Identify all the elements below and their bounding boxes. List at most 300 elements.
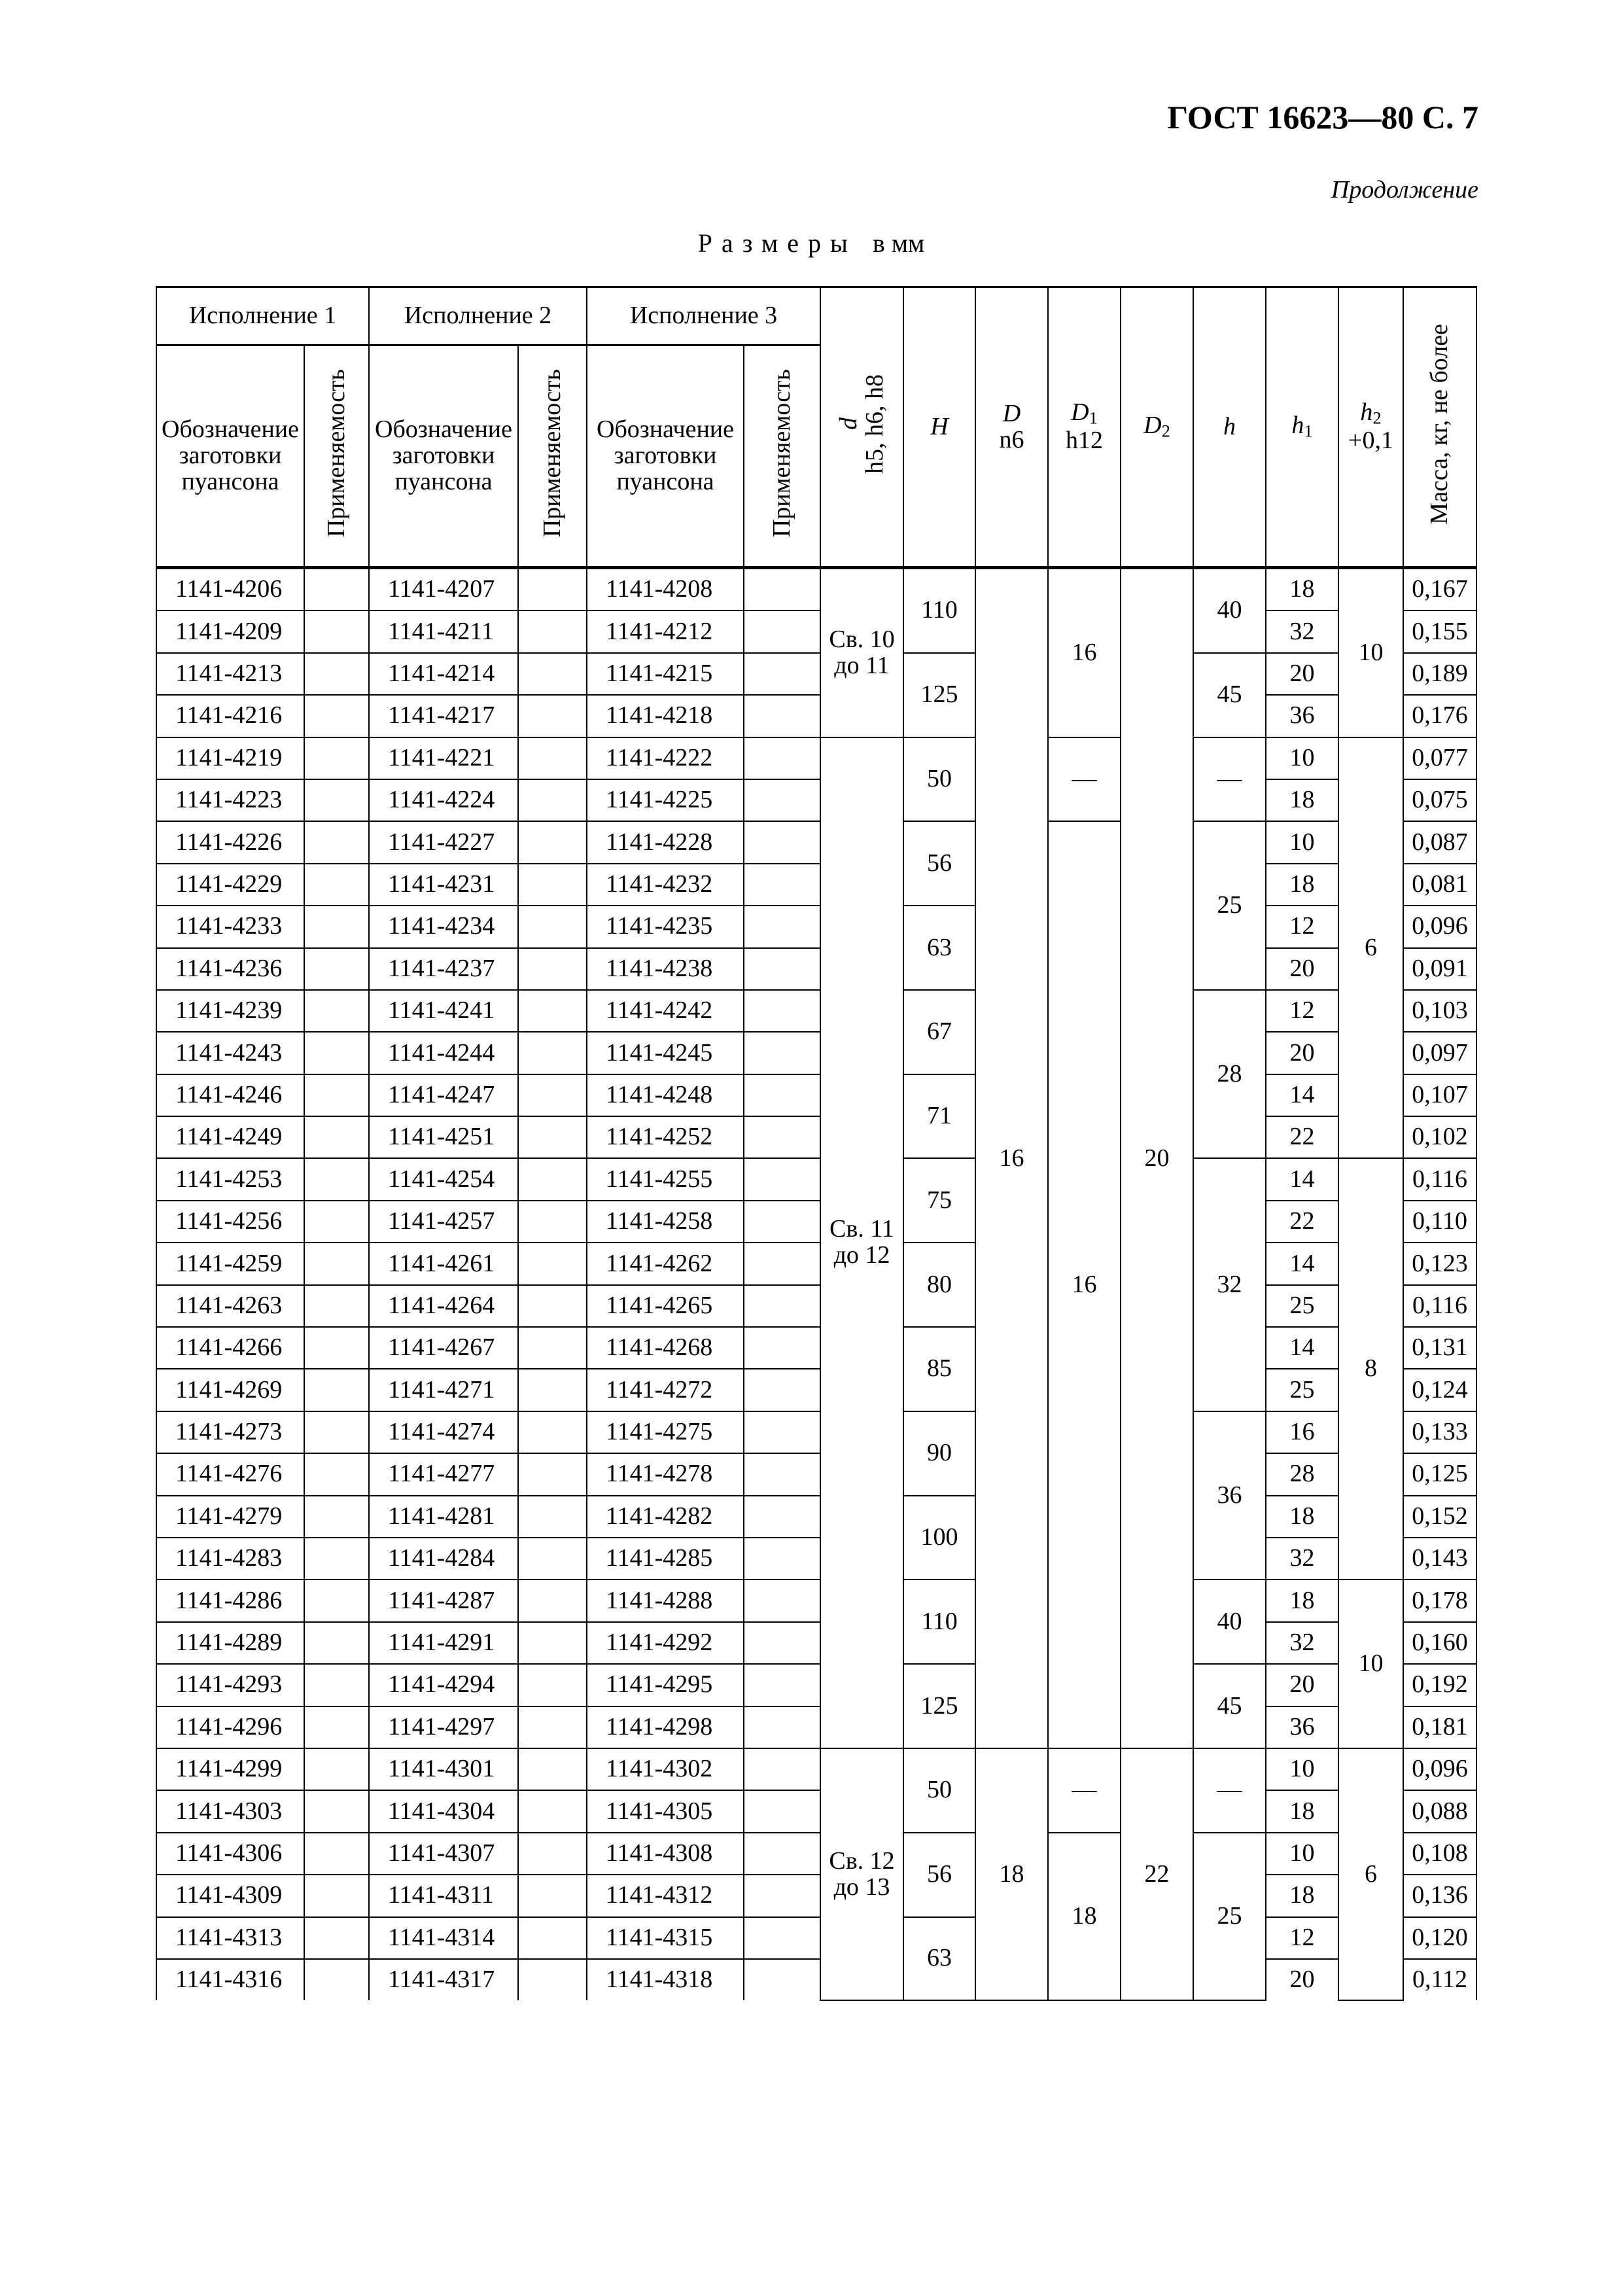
applicability-exec3 [744,1748,820,1790]
h1-value: 16 [1266,1411,1338,1453]
designation-exec3: 1141-4218 [587,695,744,737]
designation-exec2: 1141-4311 [369,1875,518,1916]
applicability-exec3 [744,1833,820,1875]
designation-exec2: 1141-4261 [369,1243,518,1284]
mass-value: 0,088 [1403,1790,1476,1832]
D1-value: 16 [1048,568,1121,737]
header-d [820,287,903,568]
mass-value: 0,160 [1403,1622,1476,1664]
mass-value: 0,091 [1403,948,1476,990]
designation-exec2: 1141-4257 [369,1201,518,1243]
applicability-exec2 [518,568,587,611]
table-body [156,568,1476,2001]
designation-exec1: 1141-4236 [156,948,304,990]
applicability-exec2 [518,1369,587,1411]
designation-exec2: 1141-4267 [369,1327,518,1369]
applicability-exec3 [744,864,820,906]
designation-exec1: 1141-4226 [156,821,304,863]
header-H [903,287,975,568]
designation-exec3: 1141-4282 [587,1496,744,1538]
table-row [156,1453,1476,1495]
designation-exec2: 1141-4224 [369,779,518,821]
designation-exec1: 1141-4303 [156,1790,304,1832]
designation-exec2: 1141-4231 [369,864,518,906]
designation-exec3: 1141-4292 [587,1622,744,1664]
mass-value: 0,136 [1403,1875,1476,1916]
applicability-exec2 [518,1622,587,1664]
h1-value: 18 [1266,1496,1338,1538]
table-row [156,1706,1476,1748]
applicability-exec1 [304,1201,369,1243]
applicability-exec1 [304,695,369,737]
mass-value: 0,155 [1403,610,1476,652]
table-row [156,1243,1476,1284]
mass-value: 0,133 [1403,1411,1476,1453]
applicability-exec2 [518,1243,587,1284]
designation-exec2: 1141-4217 [369,695,518,737]
h1-value: 36 [1266,695,1338,737]
h1-value: 25 [1266,1369,1338,1411]
table-caption [393,228,1230,258]
table-row [156,1748,1476,1790]
applicability-exec1 [304,1833,369,1875]
h1-value: 18 [1266,1790,1338,1832]
designation-exec2: 1141-4244 [369,1032,518,1074]
mass-value: 0,081 [1403,864,1476,906]
applicability-exec3 [744,821,820,863]
applicability-exec3 [744,1959,820,2000]
h1-value: 18 [1266,1875,1338,1916]
header-h [1193,287,1266,568]
applicability-exec1 [304,1664,369,1706]
table-row [156,1411,1476,1453]
designation-exec2: 1141-4227 [369,821,518,863]
designation-exec3: 1141-4222 [587,737,744,779]
header-D1 [1048,287,1121,568]
applicability-exec3 [744,1116,820,1158]
mass-value: 0,097 [1403,1032,1476,1074]
H-value: 90 [903,1411,975,1496]
applicability-exec1 [304,1285,369,1327]
designation-exec1: 1141-4316 [156,1959,304,2000]
mass-value: 0,087 [1403,821,1476,863]
h1-value: 32 [1266,1538,1338,1580]
D1-value: 16 [1048,821,1121,1748]
applicability-exec1 [304,906,369,947]
designation-exec2: 1141-4251 [369,1116,518,1158]
d-range: Св. 11 до 12 [820,737,903,1748]
header-designation-1: Обозначение заготовки пуансона [156,345,304,568]
designation-exec3: 1141-4238 [587,948,744,990]
designation-exec3: 1141-4302 [587,1748,744,1790]
applicability-exec2 [518,737,587,779]
h1-value: 14 [1266,1074,1338,1116]
applicability-exec1 [304,1158,369,1200]
designation-exec3: 1141-4312 [587,1875,744,1916]
mass-value: 0,107 [1403,1074,1476,1116]
applicability-exec3 [744,1074,820,1116]
designation-exec2: 1141-4281 [369,1496,518,1538]
mass-value: 0,181 [1403,1706,1476,1748]
designation-exec2: 1141-4294 [369,1664,518,1706]
designation-exec2: 1141-4284 [369,1538,518,1580]
h1-value: 12 [1266,1917,1338,1959]
mass-value: 0,120 [1403,1917,1476,1959]
designation-exec1: 1141-4249 [156,1116,304,1158]
designation-exec2: 1141-4247 [369,1074,518,1116]
designation-exec2: 1141-4264 [369,1285,518,1327]
designation-exec1: 1141-4259 [156,1243,304,1284]
table-row [156,1116,1476,1158]
h2-value: 10 [1338,1580,1403,1748]
designation-exec3: 1141-4215 [587,653,744,695]
designation-exec1: 1141-4299 [156,1748,304,1790]
table-row [156,1790,1476,1832]
designation-exec3: 1141-4308 [587,1833,744,1875]
designation-exec1: 1141-4243 [156,1032,304,1074]
table-row [156,1664,1476,1706]
designation-exec1: 1141-4219 [156,737,304,779]
applicability-exec2 [518,1580,587,1621]
h1-value: 22 [1266,1201,1338,1243]
D-symbol: D [1002,399,1021,427]
h-value: 32 [1193,1158,1266,1411]
D2-symbol: D [1143,412,1162,440]
applicability-exec3 [744,1706,820,1748]
table-row [156,1032,1476,1074]
designation-exec3: 1141-4225 [587,779,744,821]
mass-value: 0,125 [1403,1453,1476,1495]
designation-exec2: 1141-4234 [369,906,518,947]
H-value: 80 [903,1243,975,1327]
H-value: 67 [903,990,975,1074]
applicability-exec2 [518,1285,587,1327]
table-row [156,610,1476,652]
h-symbol: h [1223,412,1236,440]
applicability-exec3 [744,1664,820,1706]
h1-value: 14 [1266,1327,1338,1369]
designation-exec2: 1141-4314 [369,1917,518,1959]
header-h1 [1266,287,1338,568]
designation-exec2: 1141-4317 [369,1959,518,2000]
header-designation-2: Обозначение заготовки пуансона [369,345,518,568]
h-value: — [1193,737,1266,822]
h1-value: 12 [1266,906,1338,947]
designation-exec2: 1141-4254 [369,1158,518,1200]
designation-exec3: 1141-4305 [587,1790,744,1832]
h-value: 36 [1193,1411,1266,1580]
D1-value: — [1048,1748,1121,1833]
h1-value: 18 [1266,779,1338,821]
h1-value: 10 [1266,737,1338,779]
applicability-exec2 [518,1706,587,1748]
designation-exec1: 1141-4229 [156,864,304,906]
h1-value: 12 [1266,990,1338,1032]
designation-exec2: 1141-4287 [369,1580,518,1621]
table-row [156,695,1476,737]
applicability-exec3 [744,695,820,737]
h2-sub: 2 [1372,408,1382,428]
applicability-exec2 [518,1496,587,1538]
table-row [156,1580,1476,1621]
designation-exec1: 1141-4266 [156,1327,304,1369]
D2-value: 20 [1121,568,1193,1748]
applicability-label-2: Применяемость [538,368,566,538]
h-value: 25 [1193,1833,1266,2001]
designation-exec1: 1141-4233 [156,906,304,947]
designation-exec2: 1141-4277 [369,1453,518,1495]
applicability-exec2 [518,1875,587,1916]
designation-exec3: 1141-4252 [587,1116,744,1158]
applicability-exec3 [744,1580,820,1621]
table-row [156,653,1476,695]
table-row [156,1833,1476,1875]
designation-exec3: 1141-4318 [587,1959,744,2000]
mass-value: 0,116 [1403,1285,1476,1327]
table-row [156,1538,1476,1580]
caption-text: Размеры [697,228,857,258]
mass-value: 0,189 [1403,653,1476,695]
applicability-exec2 [518,1158,587,1200]
H-value: 50 [903,737,975,822]
mass-value: 0,143 [1403,1538,1476,1580]
H-value: 125 [903,653,975,737]
D2-value: 22 [1121,1748,1193,2000]
applicability-exec1 [304,1580,369,1621]
applicability-exec2 [518,1790,587,1832]
d-range: Св. 10 до 11 [820,568,903,737]
designation-exec1: 1141-4279 [156,1496,304,1538]
h1-value: 22 [1266,1116,1338,1158]
designation-exec3: 1141-4255 [587,1158,744,1200]
h1-value: 14 [1266,1243,1338,1284]
header-D [975,287,1048,568]
h1-value: 18 [1266,1580,1338,1621]
table-row [156,1074,1476,1116]
table-row [156,906,1476,947]
applicability-exec2 [518,1453,587,1495]
designation-exec2: 1141-4291 [369,1622,518,1664]
applicability-exec1 [304,1496,369,1538]
designation-exec3: 1141-4315 [587,1917,744,1959]
h1-value: 20 [1266,948,1338,990]
applicability-exec2 [518,1201,587,1243]
designation-exec1: 1141-4289 [156,1622,304,1664]
h-value: 40 [1193,1580,1266,1664]
h2-value: 8 [1338,1158,1403,1580]
table-row [156,990,1476,1032]
table-row [156,568,1476,611]
applicability-label-3: Применяемость [767,368,795,538]
h1-value: 20 [1266,1664,1338,1706]
H-value: 110 [903,1580,975,1664]
applicability-exec3 [744,1496,820,1538]
D1-symbol: D [1071,398,1089,427]
h-value: 40 [1193,568,1266,653]
h1-value: 36 [1266,1706,1338,1748]
applicability-exec3 [744,1032,820,1074]
header-D2 [1121,287,1193,568]
table-row [156,1875,1476,1916]
h-value: 28 [1193,990,1266,1159]
designation-exec3: 1141-4272 [587,1369,744,1411]
applicability-exec1 [304,779,369,821]
applicability-exec1 [304,1243,369,1284]
H-value: 85 [903,1327,975,1411]
h1-value: 20 [1266,653,1338,695]
mass-value: 0,176 [1403,695,1476,737]
mass-value: 0,096 [1403,906,1476,947]
applicability-exec1 [304,1369,369,1411]
designation-exec3: 1141-4248 [587,1074,744,1116]
designation-exec1: 1141-4286 [156,1580,304,1621]
applicability-exec2 [518,1664,587,1706]
table-row [156,864,1476,906]
table-row [156,1496,1476,1538]
H-value: 71 [903,1074,975,1159]
applicability-exec2 [518,864,587,906]
table-row [156,821,1476,863]
designation-exec2: 1141-4271 [369,1369,518,1411]
designation-exec2: 1141-4307 [369,1833,518,1875]
designation-exec3: 1141-4275 [587,1411,744,1453]
designation-exec2: 1141-4274 [369,1411,518,1453]
designation-exec3: 1141-4245 [587,1032,744,1074]
applicability-exec1 [304,1453,369,1495]
h1-symbol: h [1291,412,1304,440]
designation-exec1: 1141-4269 [156,1369,304,1411]
designation-exec2: 1141-4301 [369,1748,518,1790]
applicability-exec3 [744,1411,820,1453]
page-header-title: ГОСТ 16623—80 С. 7 [1167,99,1478,135]
designation-exec1: 1141-4246 [156,1074,304,1116]
applicability-exec1 [304,1959,369,2000]
H-value: 56 [903,1833,975,1917]
applicability-exec1 [304,1622,369,1664]
header-h2 [1338,287,1403,568]
H-value: 110 [903,568,975,653]
applicability-exec3 [744,737,820,779]
applicability-exec1 [304,1790,369,1832]
d-symbol: d [834,417,862,431]
applicability-exec3 [744,1875,820,1916]
applicability-exec1 [304,737,369,779]
designation-exec2: 1141-4304 [369,1790,518,1832]
applicability-exec3 [744,1917,820,1959]
table-row [156,737,1476,779]
applicability-exec1 [304,610,369,652]
designation-exec3: 1141-4298 [587,1706,744,1748]
table-row [156,1917,1476,1959]
H-value: 100 [903,1496,975,1580]
header-designation-3: Обозначение заготовки пуансона [587,345,744,568]
designation-exec2: 1141-4207 [369,568,518,611]
H-value: 75 [903,1158,975,1243]
applicability-exec3 [744,1285,820,1327]
mass-value: 0,110 [1403,1201,1476,1243]
applicability-exec2 [518,948,587,990]
h1-value: 20 [1266,1032,1338,1074]
header-applicability-2 [518,345,587,568]
designation-exec1: 1141-4263 [156,1285,304,1327]
h1-value: 18 [1266,568,1338,611]
h-value: 25 [1193,821,1266,990]
applicability-exec1 [304,990,369,1032]
mass-value: 0,152 [1403,1496,1476,1538]
designation-exec1: 1141-4276 [156,1453,304,1495]
D-value: 18 [975,1748,1048,2000]
table-row [156,1285,1476,1327]
h1-value: 28 [1266,1453,1338,1495]
mass-value: 0,167 [1403,568,1476,611]
H-value: 125 [903,1664,975,1748]
applicability-exec2 [518,906,587,947]
applicability-exec1 [304,1074,369,1116]
applicability-exec3 [744,1622,820,1664]
mass-value: 0,124 [1403,1369,1476,1411]
mass-value: 0,103 [1403,990,1476,1032]
h1-value: 18 [1266,864,1338,906]
h2-value: 10 [1338,568,1403,737]
applicability-exec2 [518,1032,587,1074]
h1-value: 10 [1266,821,1338,863]
applicability-exec3 [744,1790,820,1832]
applicability-exec2 [518,1917,587,1959]
mass-value: 0,108 [1403,1833,1476,1875]
mass-value: 0,192 [1403,1664,1476,1706]
applicability-exec1 [304,821,369,863]
applicability-exec1 [304,1116,369,1158]
designation-exec1: 1141-4309 [156,1875,304,1916]
D1-value: — [1048,737,1121,822]
D2-sub: 2 [1161,421,1170,441]
applicability-exec2 [518,1411,587,1453]
designation-exec2: 1141-4237 [369,948,518,990]
designation-exec3: 1141-4262 [587,1243,744,1284]
caption-unit: в мм [872,228,925,258]
applicability-exec3 [744,1453,820,1495]
designation-exec3: 1141-4268 [587,1327,744,1369]
table-row [156,948,1476,990]
applicability-exec1 [304,948,369,990]
mass-label: Масса, кг, не более [1425,323,1454,525]
h1-value: 10 [1266,1748,1338,1790]
applicability-exec1 [304,1032,369,1074]
designation-exec3: 1141-4285 [587,1538,744,1580]
mass-value: 0,131 [1403,1327,1476,1369]
designation-exec1: 1141-4253 [156,1158,304,1200]
designation-exec3: 1141-4242 [587,990,744,1032]
table-row [156,1201,1476,1243]
applicability-exec3 [744,906,820,947]
applicability-exec1 [304,1706,369,1748]
applicability-exec3 [744,1369,820,1411]
continuation-label: Продолжение [1331,176,1478,203]
designation-exec2: 1141-4241 [369,990,518,1032]
H-value: 63 [903,1917,975,2001]
table-row [156,1622,1476,1664]
D1-tolerance: h12 [1066,426,1103,454]
h1-value: 32 [1266,1622,1338,1664]
designation-exec1: 1141-4306 [156,1833,304,1875]
h1-value: 20 [1266,1959,1338,2000]
designation-exec3: 1141-4288 [587,1580,744,1621]
applicability-exec1 [304,1411,369,1453]
d-range: Св. 12 до 13 [820,1748,903,2000]
applicability-exec3 [744,779,820,821]
applicability-exec1 [304,1748,369,1790]
applicability-exec2 [518,1116,587,1158]
